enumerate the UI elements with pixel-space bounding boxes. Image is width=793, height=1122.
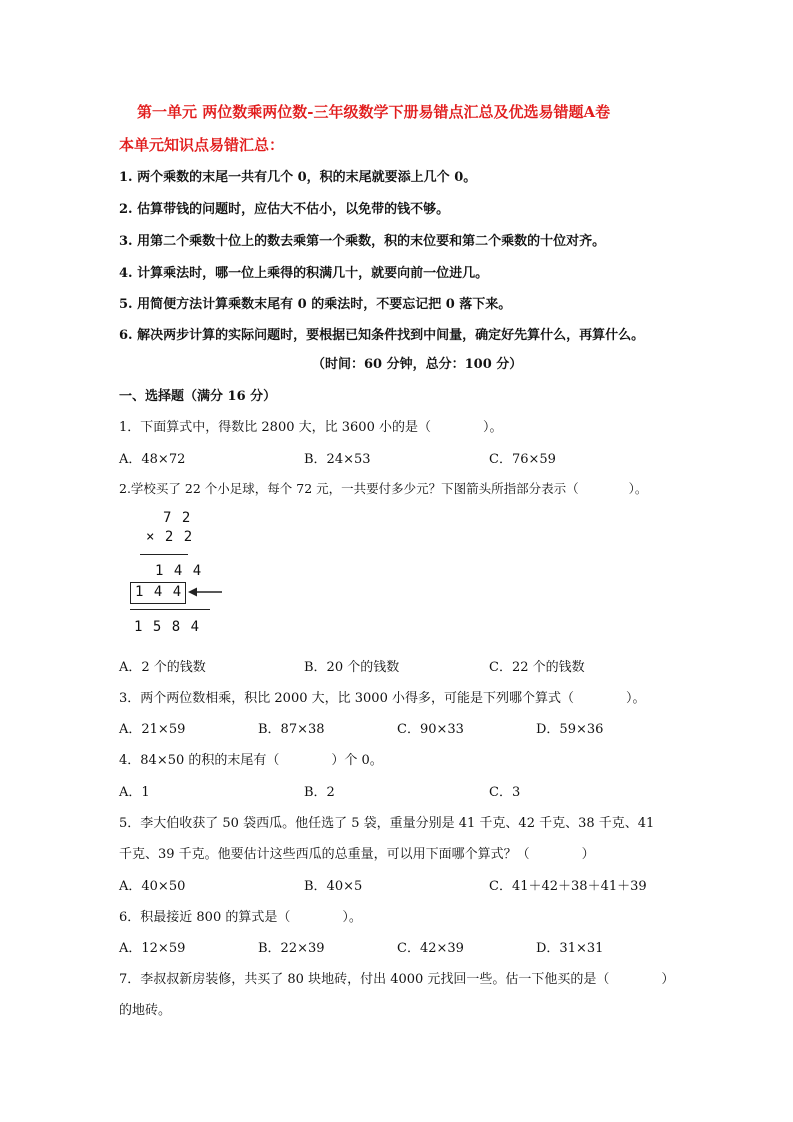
partial-product-1: 1 4 4: [155, 563, 203, 579]
question-1-stem: 1．下面算式中，得数比 2800 大，比 3600 小的是（ ）。: [119, 420, 503, 435]
question-4-stem: 4．84×50 的积的末尾有（ ）个 0。: [119, 753, 383, 768]
multiplicand: 7 2: [163, 510, 192, 526]
question-7-stem-line-1: 7．李叔叔新房装修，共买了 80 块地砖，付出 4000 元找回一些。估一下他买的是（ ）: [119, 972, 675, 987]
time-note: （时间：60 分钟，总分：100 分）: [312, 357, 523, 372]
question-6-option-d: D．31×31: [536, 941, 604, 956]
question-4-option-b: B．2: [304, 785, 335, 800]
question-2-option-a: A．2 个的钱数: [119, 660, 206, 675]
tip-1: 1. 两个乘数的末尾一共有几个 0，积的末尾就要添上几个 0。: [119, 170, 477, 185]
question-5-option-b: B．40×5: [304, 879, 363, 894]
question-5-option-c: C．41＋42＋38＋41＋39: [489, 879, 647, 894]
question-7-stem-line-2: 的地砖。: [119, 1003, 172, 1018]
rule-2: [130, 609, 210, 610]
question-1-option-a: A．48×72: [119, 452, 186, 467]
question-3-option-d: D．59×36: [536, 722, 604, 737]
question-1-option-b: B．24×53: [304, 452, 371, 467]
tip-2: 2. 估算带钱的问题时，应估大不估小，以免带的钱不够。: [119, 202, 450, 217]
question-1-option-c: C．76×59: [489, 452, 556, 467]
document-title: 第一单元 两位数乘两位数-三年级数学下册易错点汇总及优选易错题A卷: [137, 103, 611, 121]
final-product: 1 5 8 4: [134, 619, 201, 635]
multiplier: × 2 2: [146, 529, 194, 545]
tip-6: 6. 解决两步计算的实际问题时，要根据已知条件找到中间量，确定好先算什么，再算什么。: [119, 328, 645, 343]
tip-5: 5. 用简便方法计算乘数末尾有 0 的乘法时，不要忘记把 0 落下来。: [119, 297, 512, 312]
question-6-stem: 6．积最接近 800 的算式是（ ）。: [119, 910, 362, 925]
question-5-stem-line-2: 千克、39 千克。他要估计这些西瓜的总重量，可以用下面哪个算式？（ ）: [119, 847, 595, 862]
question-4-option-a: A．1: [119, 785, 150, 800]
question-4-option-c: C．3: [489, 785, 521, 800]
question-3-option-b: B．87×38: [258, 722, 325, 737]
question-3-option-c: C．90×33: [397, 722, 464, 737]
arrow-left-icon: [188, 585, 224, 599]
question-3-stem: 3．两个两位数相乘，积比 2000 大，比 3000 小得多，可能是下列哪个算式（ ）。: [119, 691, 646, 706]
question-3-option-a: A．21×59: [119, 722, 186, 737]
question-2-stem: 2.学校买了 22 个小足球，每个 72 元，一共要付多少元？下图箭头所指部分表示（ ）。: [119, 481, 648, 496]
question-5-stem-line-1: 5．李大伯收获了 50 袋西瓜。他任选了 5 袋，重量分别是 41 千克、42 千克、38 千克、41: [119, 816, 655, 831]
section-title: 一、选择题（满分 16 分）: [119, 389, 277, 404]
tip-3: 3. 用第二个乘数十位上的数去乘第一个乘数，积的末位要和第二个乘数的十位对齐。: [119, 234, 606, 249]
question-2-option-c: C．22 个的钱数: [489, 660, 585, 675]
question-6-option-a: A．12×59: [119, 941, 186, 956]
question-6-option-c: C．42×39: [397, 941, 464, 956]
tips-heading: 本单元知识点易错汇总：: [119, 136, 285, 154]
question-5-option-a: A．40×50: [119, 879, 186, 894]
question-2-option-b: B．20 个的钱数: [304, 660, 400, 675]
partial-product-2: 1 4 4: [135, 584, 183, 600]
rule-1: [140, 554, 188, 555]
tip-4: 4. 计算乘法时，哪一位上乘得的积满几十，就要向前一位进几。: [119, 266, 489, 281]
question-6-option-b: B．22×39: [258, 941, 325, 956]
